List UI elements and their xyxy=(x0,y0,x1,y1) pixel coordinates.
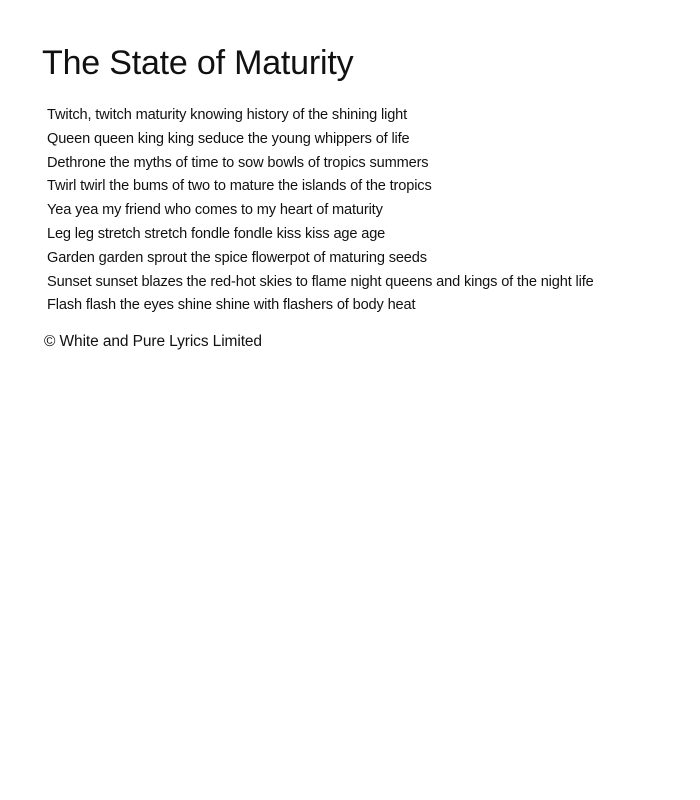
lyrics-body xyxy=(47,104,594,318)
copyright-notice: © White and Pure Lyrics Limited xyxy=(44,333,262,350)
page-title: The State of Maturity xyxy=(42,44,354,82)
lyric-line: Dethrone the myths of time to sow bowls of tropics summers xyxy=(47,154,429,171)
lyric-line: Twirl twirl the bums of two to mature the islands of the tropics xyxy=(47,178,432,195)
lyric-line: Queen queen king king seduce the young whippers of life xyxy=(47,130,410,147)
lyric-line: Flash flash the eyes shine shine with flashers of body heat xyxy=(47,297,416,314)
lyric-line: Yea yea my friend who comes to my heart of maturity xyxy=(47,202,383,219)
lyric-line: Sunset sunset blazes the red-hot skies to flame night queens and kings of the night life xyxy=(47,273,594,290)
lyric-line: Leg leg stretch stretch fondle fondle kiss kiss age age xyxy=(47,225,386,242)
lyric-line: Garden garden sprout the spice flowerpot of maturing seeds xyxy=(47,249,427,266)
lyric-line: Twitch, twitch maturity knowing history of the shining light xyxy=(47,107,408,123)
